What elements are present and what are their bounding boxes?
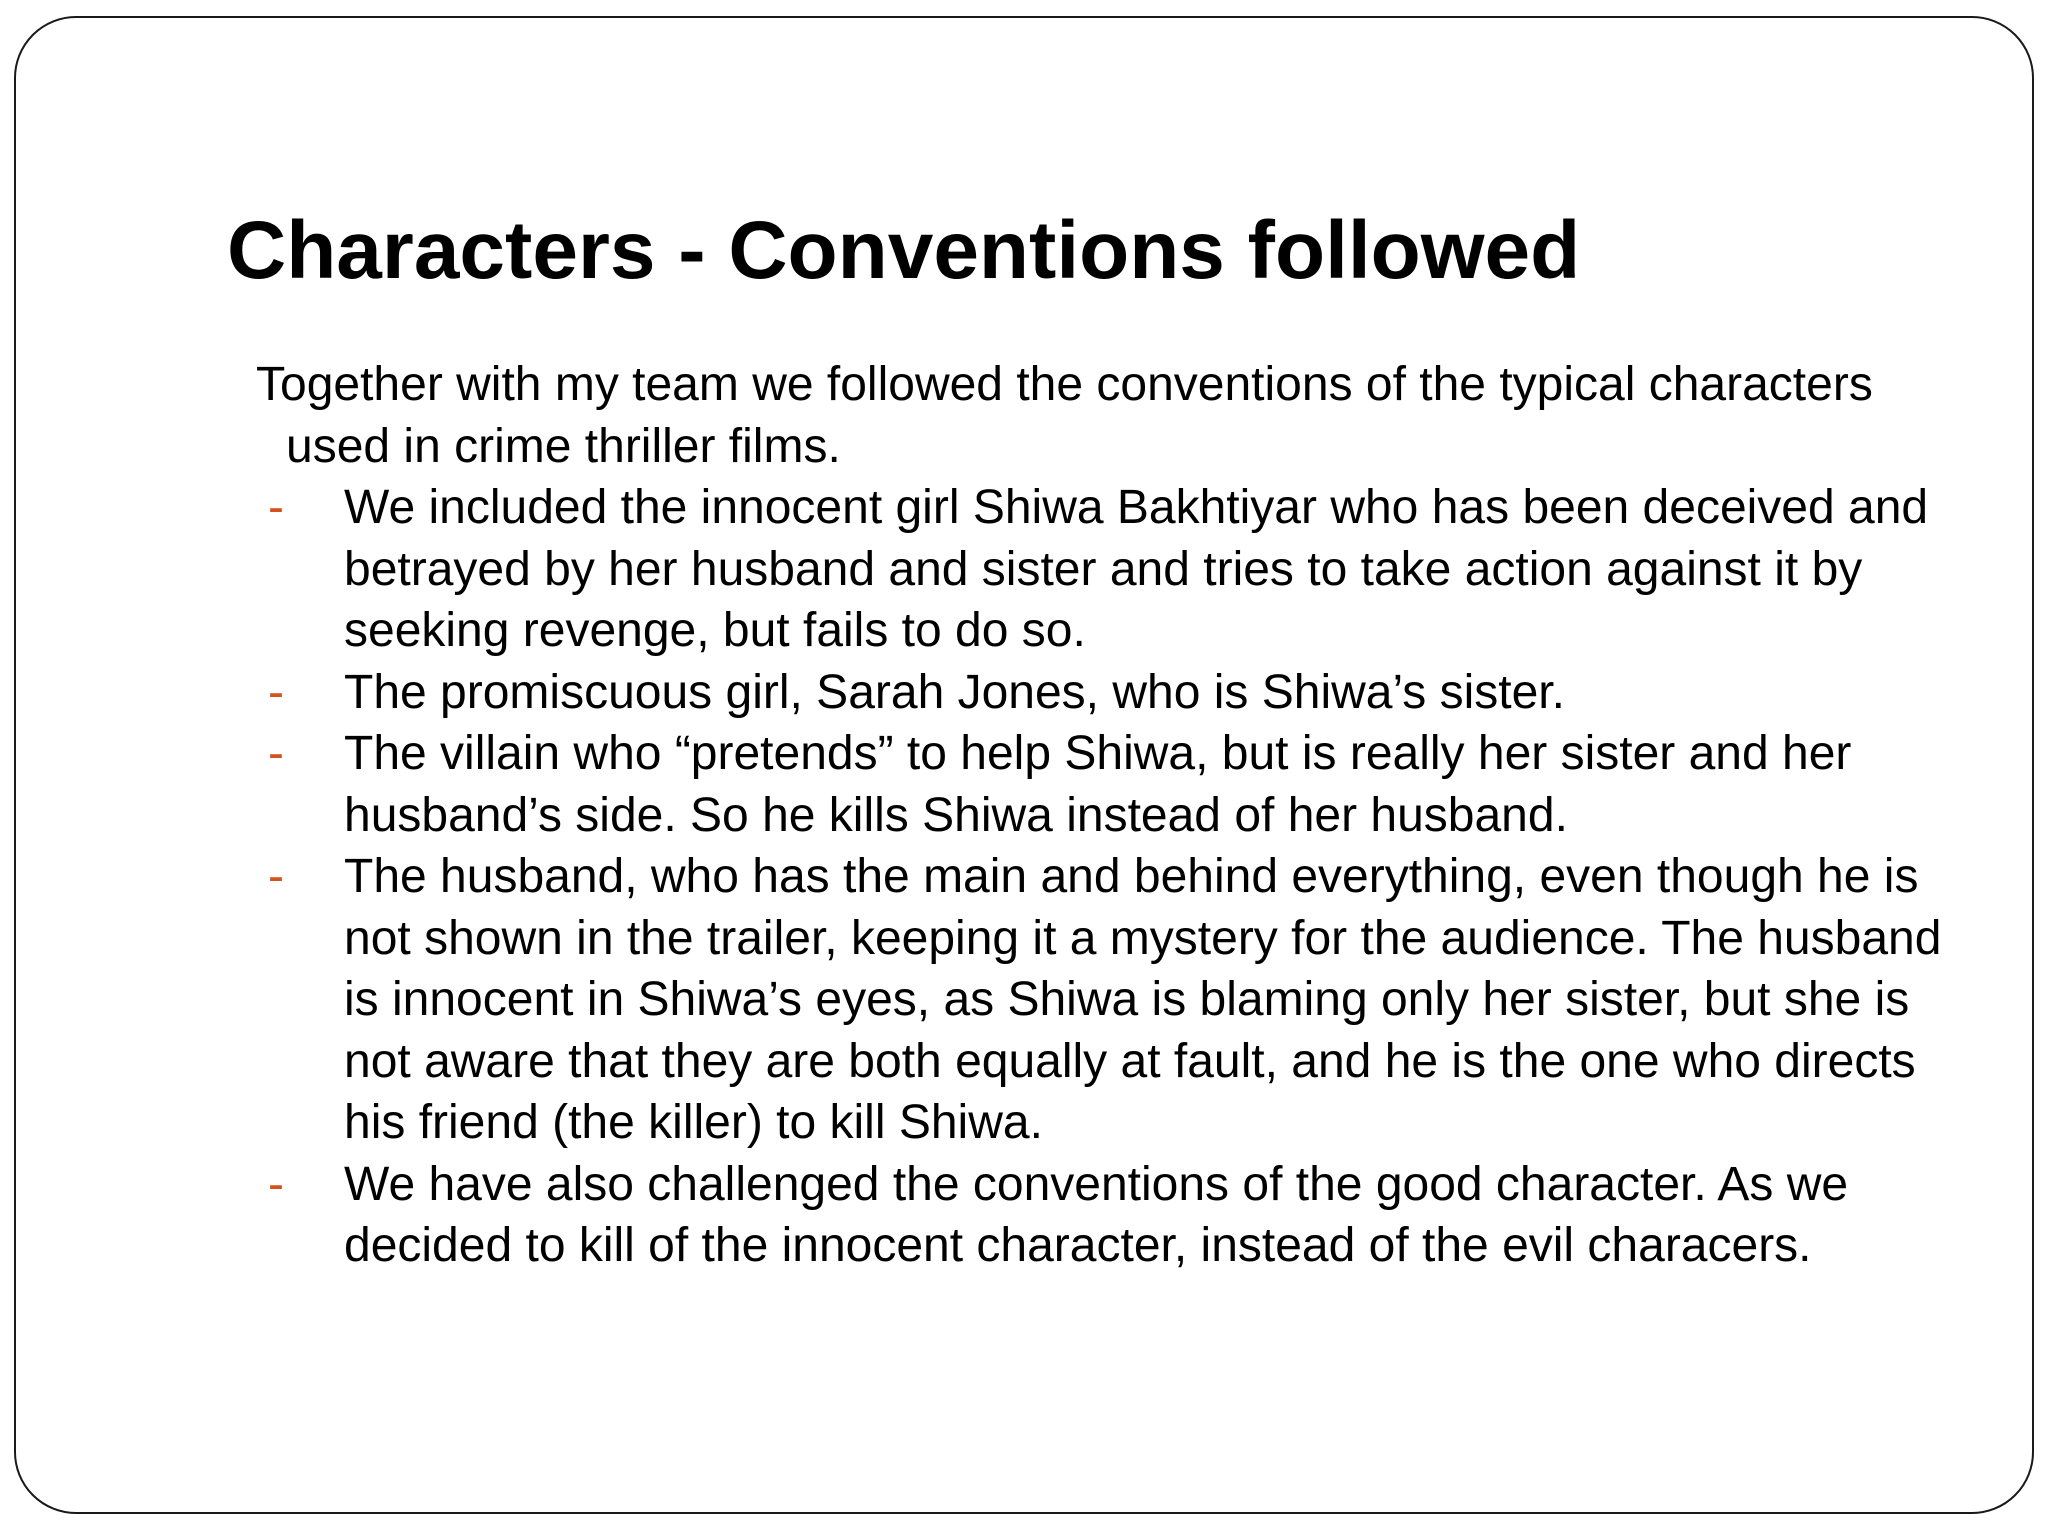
slide-frame — [14, 16, 2034, 1514]
bullet-text: We have also challenged the conventions of the good character. As we decided to kill of the innocent character, instead of the evil characers. — [344, 1157, 1849, 1272]
dash-bullet-icon: - — [268, 1157, 284, 1211]
list-item — [256, 1154, 1976, 1277]
list-item — [256, 477, 1976, 662]
bullet-text: The promiscuous girl, Sarah Jones, who is Shiwa’s sister. — [344, 665, 1565, 719]
bullet-text: The husband, who has the main and behind everything, even though he is not shown in the trailer, keeping it a mystery for the audience. The husband is innocent in Shiwa’s eyes, as Shiwa is blaming only her sister, but she is not aware that they are both equally at fault, and he is the one who directs his friend (the killer) to kill Shiwa. — [344, 850, 1942, 1149]
list-item — [256, 662, 1976, 724]
dash-bullet-icon: - — [268, 481, 284, 534]
dash-bullet-icon: - — [268, 850, 284, 903]
dash-bullet-icon: - — [268, 727, 284, 780]
bullet-text: We included the innocent girl Shiwa Bakhtiyar who has been deceived and betrayed by her husband and sister and tries to take action against it by seeking revenge, but fails to do so. — [344, 481, 1929, 657]
list-item — [256, 723, 1976, 846]
bullet-list — [256, 477, 1976, 1277]
intro-paragraph: Together with my team we followed the conventions of the typical characters used in crime thriller films. — [256, 358, 1873, 473]
slide-title: Characters - Conventions followed — [227, 205, 1581, 296]
slide-body — [256, 354, 1976, 1277]
list-item — [256, 846, 1976, 1154]
dash-bullet-icon: - — [268, 665, 284, 719]
bullet-text: The villain who “pretends” to help Shiwa, but is really her sister and her husband’s side. So he kills Shiwa instead of her husband. — [344, 727, 1852, 842]
